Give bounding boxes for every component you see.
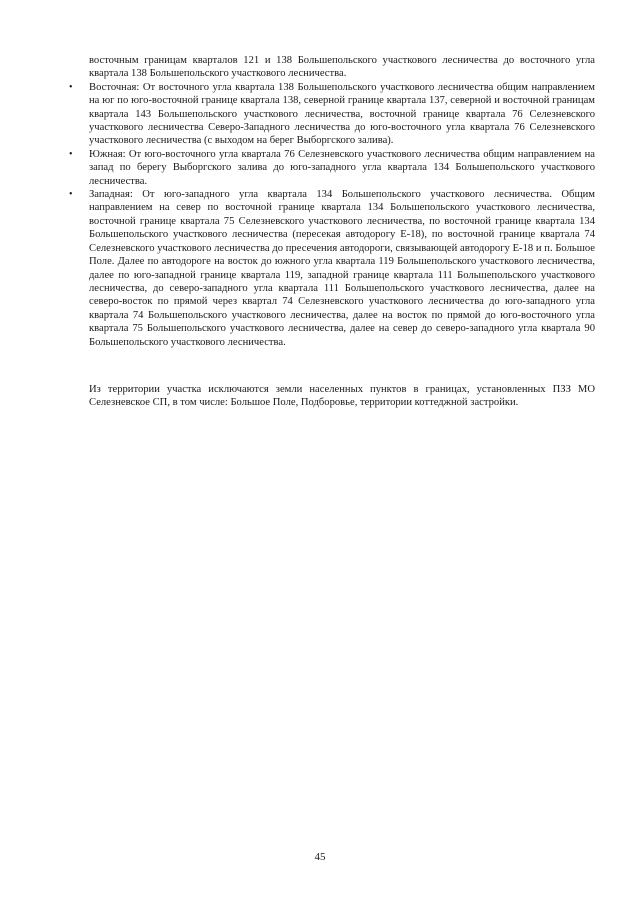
bullet-icon: • xyxy=(69,189,73,201)
page-number: 45 xyxy=(314,851,326,863)
boundary-item-west xyxy=(69,188,595,349)
boundary-list xyxy=(69,81,595,349)
bullet-icon: • xyxy=(69,148,73,160)
continuation-paragraph: восточным границам кварталов 121 и 138 Большепольского участкового лесничества до восточного угла квартала 138 Большепольского участкового лесничества. xyxy=(89,55,595,80)
exclusion-note: Из территории участка исключаются земли населенных пунктов в границах, установленных ПЗЗ МО Селезневское СП, в том числе: Большое Поле, Подборовье, территории коттеджной застройки. xyxy=(89,383,595,409)
boundary-text: От восточного угла квартала 138 Большепольского участкового лесничества общим направлением на юг по юго-восточной границе квартала 138, северной границе квартала 137, северной и восточной границам квартала 143 Большепольского участкового лесничества, восточной границе квартала 76 Селезневского участкового лесничества Северо-Западного лесничества до юго-восточного угла квартала 76 Селезневского участкового лесничества (с выходом на берег Выборгского залива). xyxy=(89,81,595,147)
boundary-label: Западная: xyxy=(89,189,133,201)
body-text xyxy=(69,54,595,410)
boundary-item-south xyxy=(69,148,595,188)
boundary-text: От юго-восточного угла квартала 76 Селезневского участкового лесничества общим направлением на запад по берегу Выборгского залива до юго-западного угла квартала 134 Большепольского участкового лесничества. xyxy=(89,148,595,187)
boundary-item-east xyxy=(69,81,595,148)
boundary-label: Южная: xyxy=(89,148,126,160)
boundary-label: Восточная: xyxy=(89,81,140,93)
boundary-text: От юго-западного угла квартала 134 Большепольского участкового лесничества. Общим направлением на север по восточной границе квартала 134 Большепольского участкового лесничества, восточной границе квартала 75 Селезневского участкового лесничества, по восточной границе квартала 134 Большепольского участкового лесничества (пересекая автодорогу Е-18), по восточной границе квартала 74 Селезневского участкового лесничества до пресечения автодороги, связывающей автодорогу Е-18 и п. Большое Поле. Далее по автодороге на восток до южного угла квартала 119 Большепольского участкового лесничества, далее по юго-западной границе квартала 119, западной границе квартала 111 Большепольского участкового лесничества, до северо-западного угла квартала 111 Большепольского участкового лесничества, далее на северо-восток по прямой через квартал 74 Селезневского участкового лесничества до юго-западного угла квартала 74 Большепольского участкового лесничества, далее на восток по прямой до юго-восточного угла квартала 75 Большепольского участкового лесничества, далее на север до северо-западного угла квартала 90 Большепольского участкового лесничества. xyxy=(89,189,595,348)
bullet-icon: • xyxy=(69,81,73,93)
